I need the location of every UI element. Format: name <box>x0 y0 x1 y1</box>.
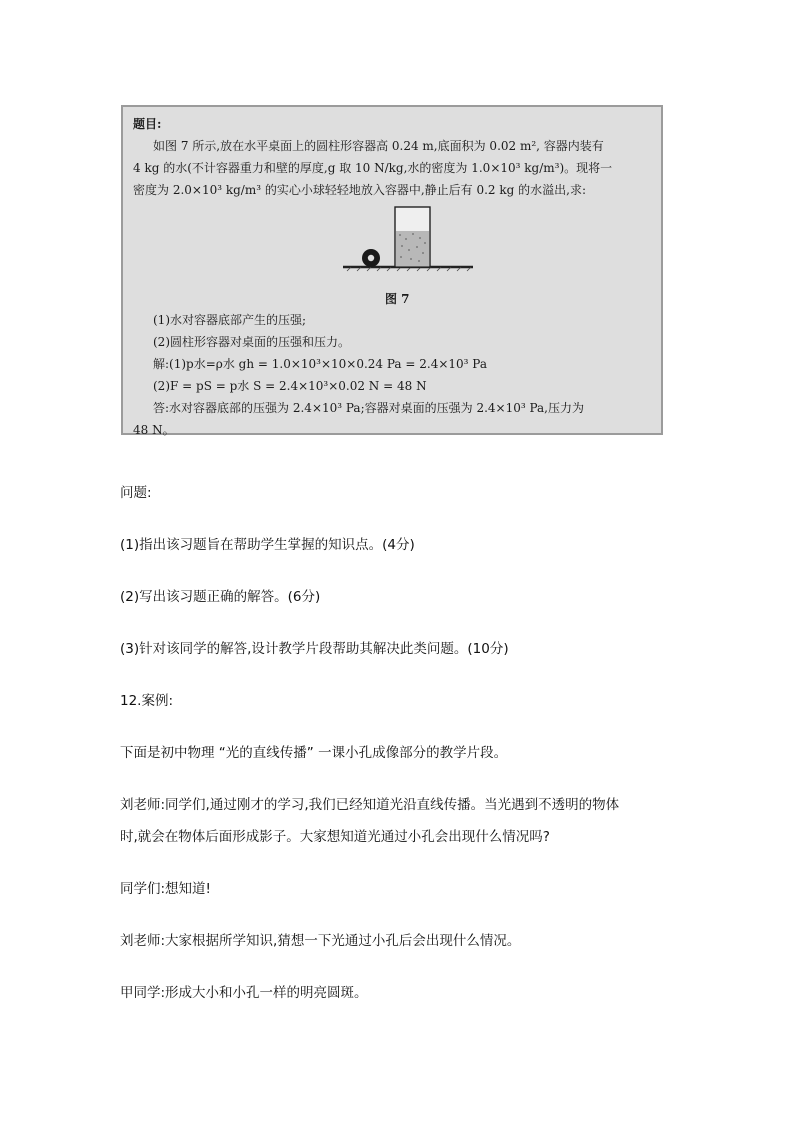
problem-line-2: 4 kg 的水(不计容器重力和壁的厚度,g 取 10 N/kg,水的密度为 1.0×10³ kg/m³)。现将一 <box>133 161 613 175</box>
problem-scan-image <box>121 105 663 435</box>
solution-line-1: 解:(1)p水=ρ水 gh = 1.0×10³×10×0.24 Pa = 2.4×10³ Pa <box>153 357 487 371</box>
questions-label: 问题: <box>120 485 152 501</box>
teacher-line-1a: 刘老师:同学们,通过刚才的学习,我们已经知道光沿直线传播。当光遇到不透明的物体 <box>120 797 620 813</box>
answer-line-1: 答:水对容器底部的压强为 2.4×10³ Pa;容器对桌面的压强为 2.4×10³ Pa,压力为 <box>153 401 584 415</box>
figure-caption: 图 7 <box>385 292 410 306</box>
case-label: 12.案例: <box>120 693 174 709</box>
teacher-line-2: 刘老师:大家根据所学知识,猜想一下光通过小孔后会出现什么情况。 <box>120 933 521 949</box>
problem-line-3: 密度为 2.0×10³ kg/m³ 的实心小球轻轻地放入容器中,静止后有 0.2 kg 的水溢出,求: <box>133 183 587 197</box>
solution-line-2: (2)F = pS = p水 S = 2.4×10³×0.02 N = 48 N <box>153 379 427 393</box>
container-ball-figure <box>343 201 493 276</box>
question-3: (3)针对该同学的解答,设计教学片段帮助其解决此类问题。(10分) <box>120 641 509 657</box>
answer-line-2: 48 N。 <box>133 423 175 437</box>
student-a-reply: 甲同学:形成大小和小孔一样的明亮圆斑。 <box>120 985 368 1001</box>
question-1: (1)指出该习题旨在帮助学生掌握的知识点。(4分) <box>120 537 415 553</box>
case-intro: 下面是初中物理 “光的直线传播” 一课小孔成像部分的教学片段。 <box>120 745 508 761</box>
students-reply: 同学们:想知道! <box>120 881 211 897</box>
problem-question-2: (2)圆柱形容器对桌面的压强和压力。 <box>153 335 350 349</box>
problem-question-1: (1)水对容器底部产生的压强; <box>153 313 307 327</box>
problem-line-1: 如图 7 所示,放在水平桌面上的圆柱形容器高 0.24 m,底面积为 0.02 m², 容器内装有 <box>153 139 604 153</box>
problem-heading: 题目: <box>133 117 162 131</box>
question-2: (2)写出该习题正确的解答。(6分) <box>120 589 321 605</box>
teacher-line-1b: 时,就会在物体后面形成影子。大家想知道光通过小孔会出现什么情况吗? <box>120 829 550 845</box>
